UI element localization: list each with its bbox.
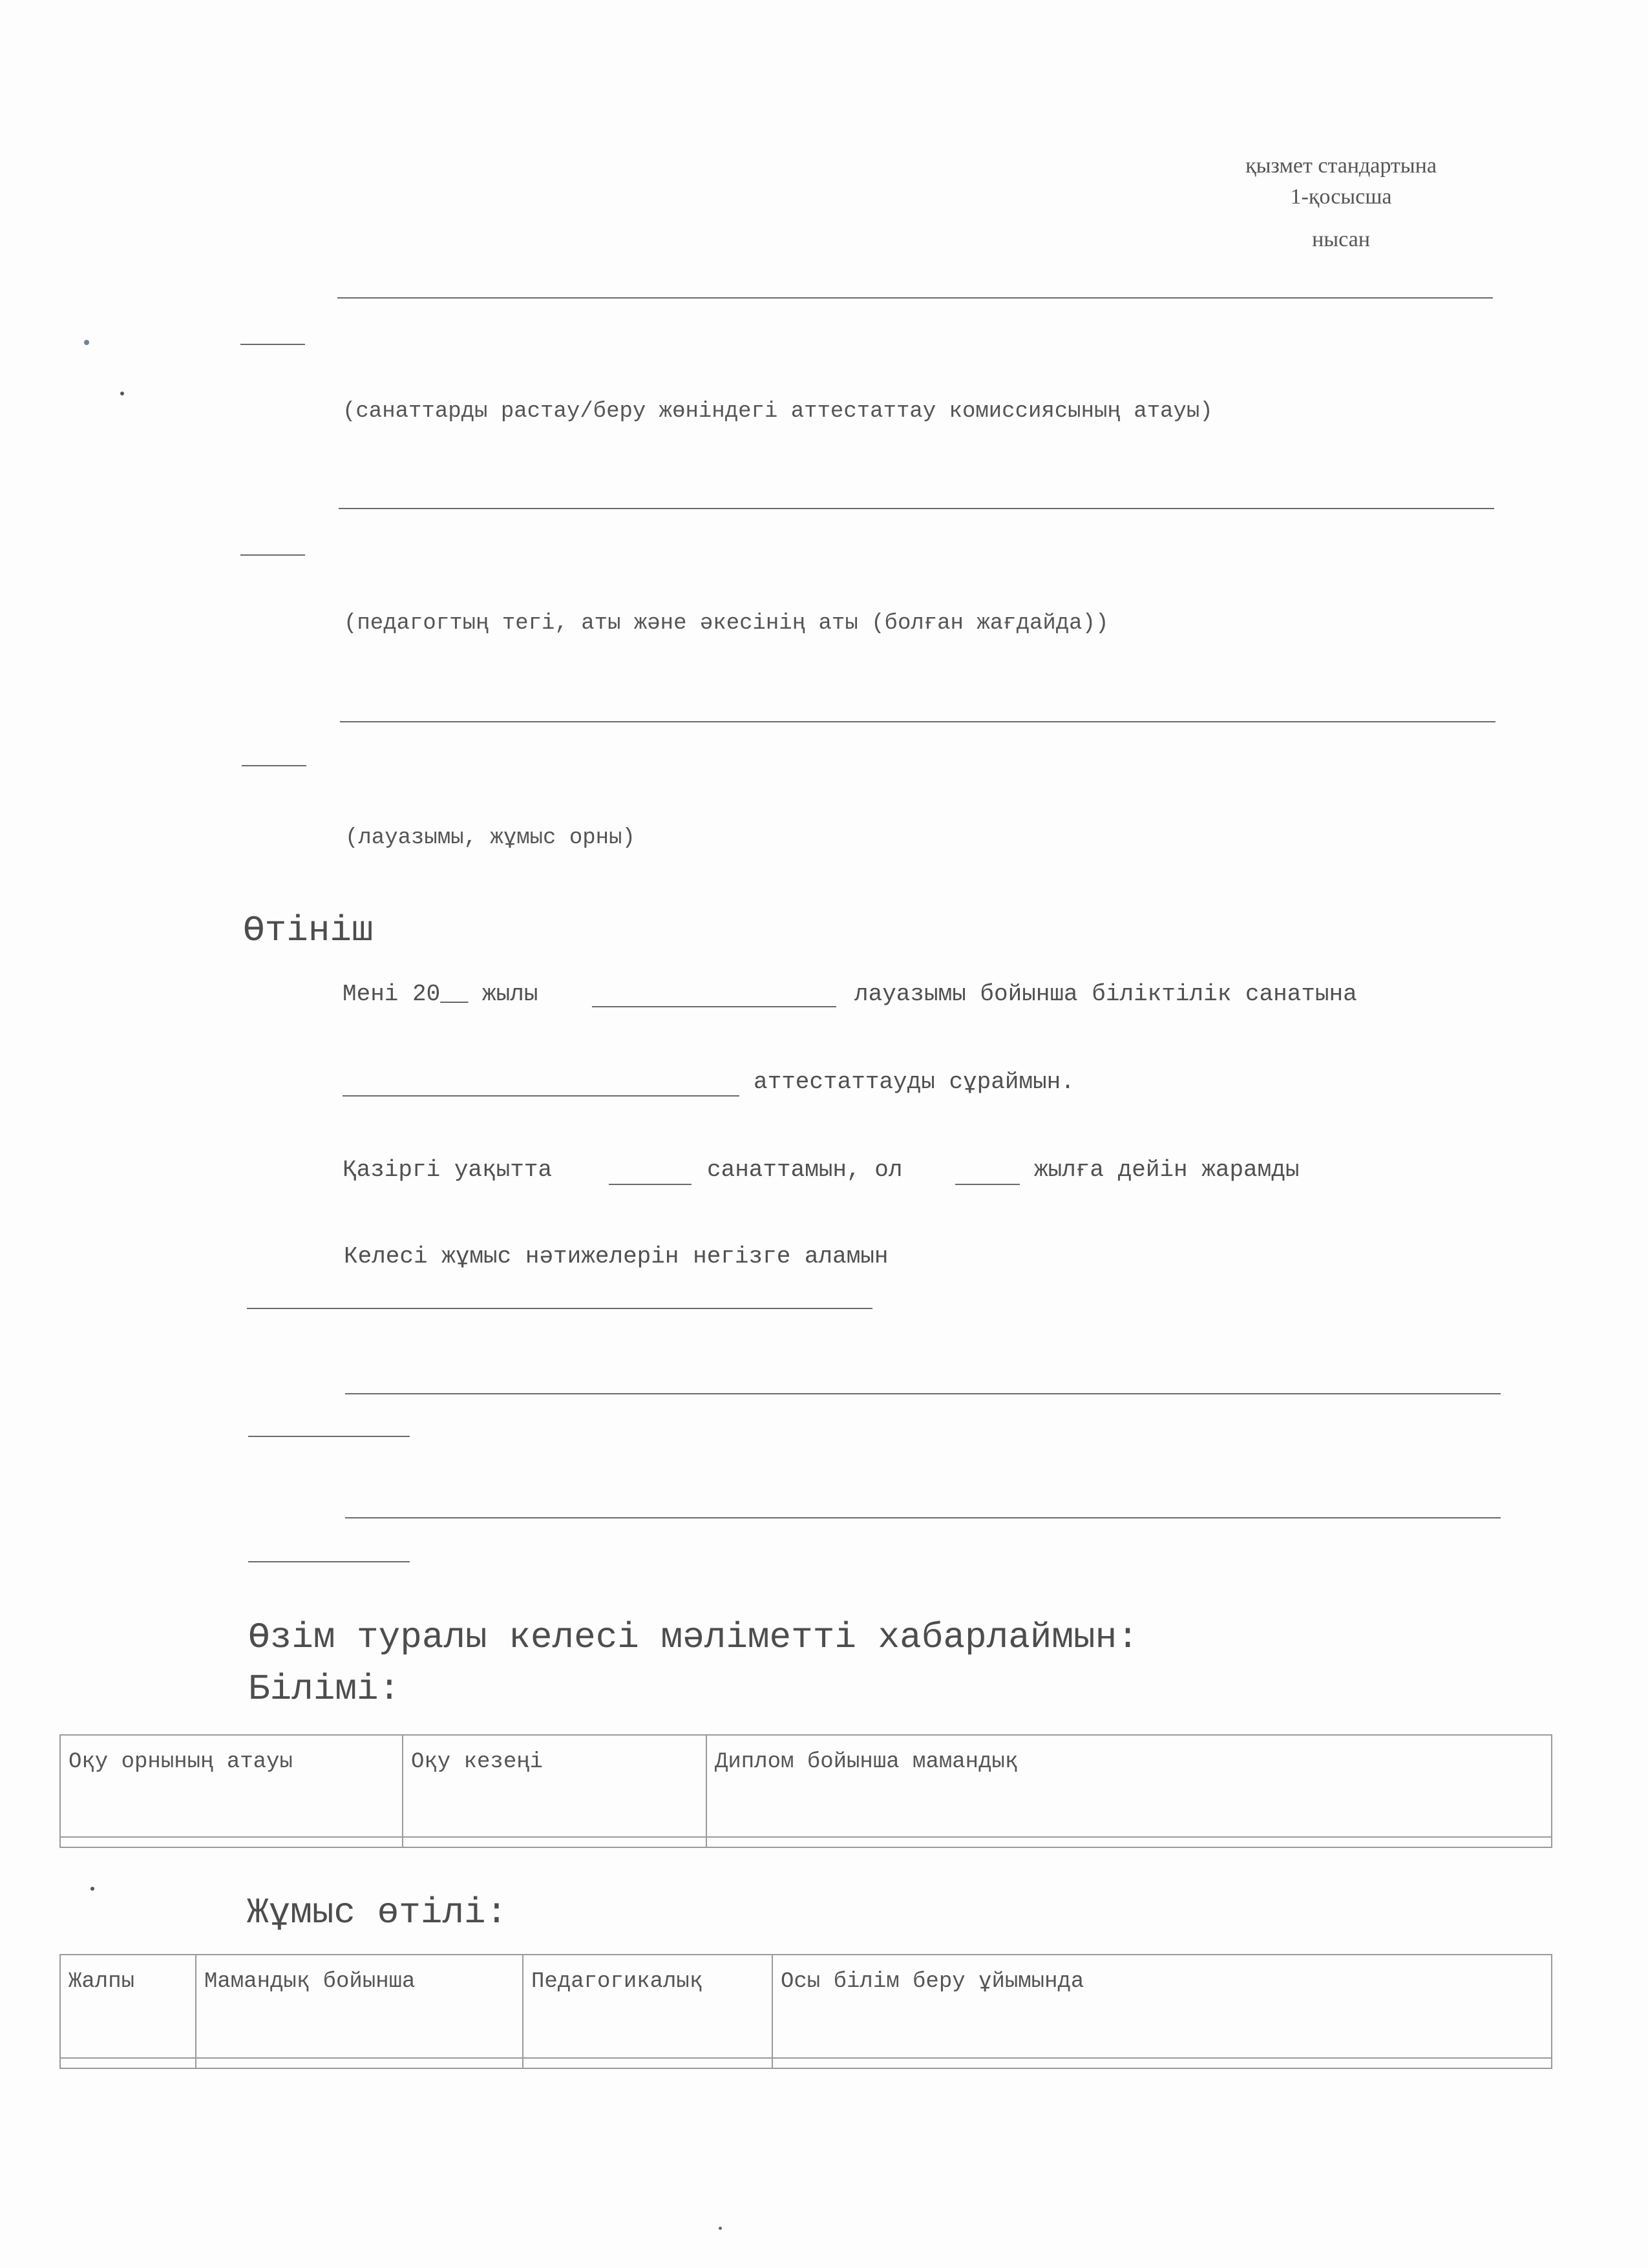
education-heading: Білімі: bbox=[248, 1668, 401, 1710]
current-category-blank[interactable] bbox=[609, 1184, 692, 1185]
valid-until-blank[interactable] bbox=[955, 1184, 1020, 1185]
education-table bbox=[59, 1734, 1552, 1848]
experience-table bbox=[59, 1954, 1552, 2069]
table-row bbox=[60, 1955, 1552, 2058]
experience-col-specialty: Мамандық бойынша bbox=[196, 1955, 523, 2058]
results-line-2-end bbox=[248, 1436, 410, 1437]
education-col-period: Оқу кезеңі bbox=[403, 1735, 706, 1837]
position-line[interactable] bbox=[340, 721, 1495, 722]
scan-speck bbox=[120, 392, 124, 395]
education-cell[interactable] bbox=[403, 1837, 706, 1847]
teacher-caption: (педагогтың тегі, аты және әкесінің аты (болған жағдайда)) bbox=[344, 611, 1109, 636]
application-line1-b: лауазымы бойынша біліктілік санатына bbox=[854, 981, 1357, 1007]
teacher-name-line-end bbox=[240, 554, 305, 556]
results-line-3-end bbox=[248, 1561, 410, 1562]
experience-col-pedagogical: Педагогикалық bbox=[523, 1955, 772, 2058]
experience-cell[interactable] bbox=[60, 2058, 196, 2068]
about-heading: Өзім туралы келесі мәліметті хабарлаймын: bbox=[248, 1617, 1139, 1658]
position-blank[interactable] bbox=[592, 1006, 836, 1007]
experience-col-total: Жалпы bbox=[60, 1955, 196, 2058]
application-line4: Келесі жұмыс нәтижелерін негізге аламын bbox=[344, 1243, 889, 1270]
commission-name-line-end bbox=[240, 344, 305, 345]
application-line1-a: Мені 20__ жылы bbox=[343, 981, 538, 1007]
education-col-specialty: Диплом бойынша мамандық bbox=[706, 1735, 1552, 1837]
experience-cell[interactable] bbox=[523, 2058, 772, 2068]
commission-name-line[interactable] bbox=[337, 297, 1493, 299]
scan-speck bbox=[90, 1887, 94, 1891]
commission-caption: (санаттарды растау/беру жөніндегі аттестаттау комиссиясының атауы) bbox=[343, 399, 1213, 424]
education-cell[interactable] bbox=[60, 1837, 403, 1847]
position-line-end bbox=[242, 765, 306, 766]
experience-cell[interactable] bbox=[772, 2058, 1552, 2068]
scan-speck bbox=[84, 340, 89, 345]
results-line-1[interactable] bbox=[247, 1308, 872, 1309]
experience-cell[interactable] bbox=[196, 2058, 523, 2068]
application-line3-b: санаттамын, ол bbox=[707, 1157, 903, 1183]
teacher-name-line[interactable] bbox=[339, 508, 1494, 509]
experience-heading: Жұмыс өтілі: bbox=[247, 1892, 508, 1933]
header-line-1: қызмет стандартына bbox=[1245, 154, 1437, 178]
header-line-3: нысан bbox=[1312, 227, 1370, 251]
table-row[interactable] bbox=[60, 2058, 1552, 2068]
education-cell[interactable] bbox=[706, 1837, 1552, 1847]
application-line3-c: жылға дейін жарамды bbox=[1034, 1157, 1300, 1183]
experience-col-this-org: Осы білім беру ұйымында bbox=[772, 1955, 1552, 2058]
education-col-institution: Оқу орнының атауы bbox=[60, 1735, 403, 1837]
category-blank[interactable] bbox=[343, 1095, 739, 1097]
application-title: Өтініш bbox=[243, 910, 374, 951]
header-line-2: 1-қосысша bbox=[1290, 185, 1392, 209]
scan-speck bbox=[719, 2227, 722, 2230]
application-line3-a: Қазіргі уақытта bbox=[343, 1157, 553, 1183]
table-row[interactable] bbox=[60, 1837, 1552, 1847]
position-caption: (лауазымы, жұмыс орны) bbox=[345, 826, 635, 850]
results-line-3[interactable] bbox=[345, 1517, 1501, 1518]
results-line-2[interactable] bbox=[345, 1393, 1501, 1394]
table-row bbox=[60, 1735, 1552, 1837]
application-line2: аттестаттауды сұраймын. bbox=[754, 1069, 1075, 1095]
